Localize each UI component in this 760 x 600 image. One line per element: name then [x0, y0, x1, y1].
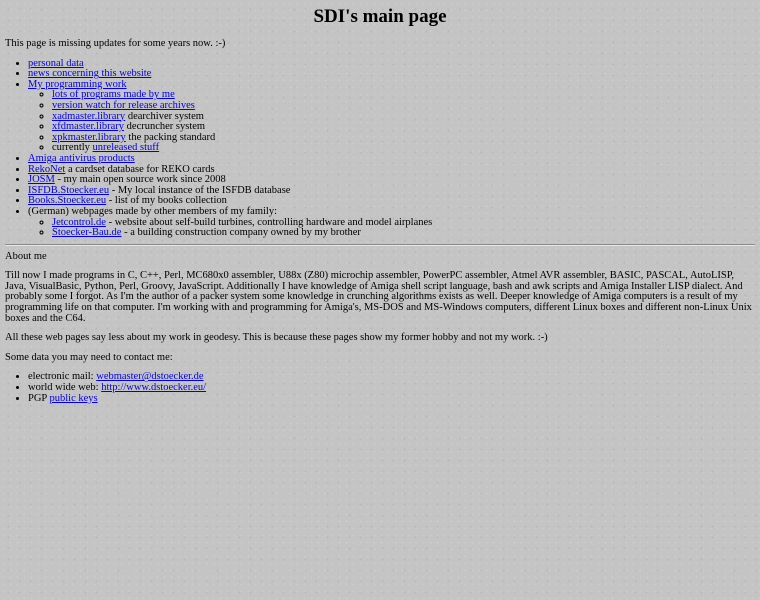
- books-desc: - list of my books collection: [106, 195, 227, 207]
- programming-sublist: [28, 90, 755, 154]
- isfdb-link[interactable]: ISFDB.Stoecker.eu: [28, 184, 110, 196]
- list-item: [28, 383, 755, 394]
- page-title: SDI's main page: [313, 6, 447, 27]
- xfdmaster-desc: decruncher system: [124, 121, 206, 133]
- programming-work-link[interactable]: My programming work: [28, 78, 127, 90]
- rekonet-desc: a cardset database for REKO cards: [65, 163, 215, 175]
- xadmaster-desc: dearchiver system: [125, 110, 204, 122]
- jetcontrol-desc: - website about self-build turbines, controlling hardware and model airplanes: [105, 216, 433, 228]
- contact-list: [5, 372, 755, 404]
- pgp-keys-link[interactable]: public keys: [49, 392, 98, 404]
- email-link[interactable]: webmaster@dstoecker.de: [96, 371, 204, 383]
- intro-text: This page is missing updates for some years now. :-): [5, 38, 226, 49]
- website-link[interactable]: http://www.dstoecker.eu/: [101, 382, 207, 394]
- personal-data-link[interactable]: personal data: [28, 57, 84, 69]
- programs-link[interactable]: lots of programs made by me: [52, 89, 175, 101]
- version-watch-link[interactable]: version watch for release archives: [52, 99, 195, 111]
- jetcontrol-link[interactable]: Jetcontrol.de: [52, 216, 106, 228]
- list-item: [28, 394, 755, 405]
- main-nav-list: [5, 59, 755, 239]
- xfdmaster-link[interactable]: xfdmaster.library: [52, 121, 125, 133]
- josm-desc: - my main open source work since 2008: [54, 174, 226, 186]
- list-item: [28, 80, 755, 154]
- pgp-label: PGP: [28, 392, 50, 404]
- geodesy-text: All these web pages say less about my work in geodesy. This is because these pages show my former hobby and not my work. :-): [5, 332, 548, 344]
- xpkmaster-desc: the packing standard: [125, 131, 216, 143]
- isfdb-desc: - My local instance of the ISFDB database: [109, 184, 291, 196]
- list-item: [52, 143, 755, 154]
- list-item: [28, 69, 755, 80]
- news-link[interactable]: news concerning this website: [28, 68, 152, 80]
- books-link[interactable]: Books.Stoecker.eu: [28, 195, 107, 207]
- josm-link[interactable]: JOSM: [28, 174, 55, 186]
- stoecker-bau-desc: - a building construction company owned by my brother: [121, 227, 361, 239]
- xadmaster-link[interactable]: xadmaster.library: [52, 110, 126, 122]
- stoecker-bau-link[interactable]: Stoecker-Bau.de: [52, 227, 122, 239]
- about-heading: About me: [5, 250, 47, 262]
- unreleased-link[interactable]: unreleased stuff: [92, 142, 160, 154]
- rekonet-link[interactable]: RekoNet: [28, 163, 66, 175]
- family-sublist: [28, 218, 755, 239]
- currently-text: currently: [52, 142, 93, 154]
- email-label: electronic mail:: [28, 371, 97, 383]
- about-text: Till now I made programs in C, C++, Perl, MC680x0 assembler, U88x (Z80) microchip assembler, PowerPC assembler, Atmel AVR assembler, BASIC, PASCAL, AutoLISP, Java, VisualBasic, Python, Perl, Groovy, JavaScript. Additionally I have knowledge of Amiga shell script language, bash and awk scripts and Amiga Installer LISP dialect. And probably some I forgot. As I'm the author of a packer system some knowledge in crunching algorithms exists as well. Deeper knowledge of Amiga computers is a result of my programming life on that computer. I'm working with and programming for Amiga's, MS-DOS and MS-Windows computers, different Linux boxes and different non-Linux Unix boxes and the C64.: [5, 270, 752, 324]
- amiga-antivirus-link[interactable]: Amiga antivirus products: [28, 152, 135, 164]
- xpkmaster-link[interactable]: xpkmaster.library: [52, 131, 126, 143]
- contact-heading: Some data you may need to contact me:: [5, 351, 173, 363]
- list-item: [28, 207, 755, 239]
- list-item: [52, 228, 755, 239]
- family-text: (German) webpages made by other members of my family:: [28, 205, 278, 217]
- web-label: world wide web:: [28, 382, 102, 394]
- divider: [5, 244, 755, 246]
